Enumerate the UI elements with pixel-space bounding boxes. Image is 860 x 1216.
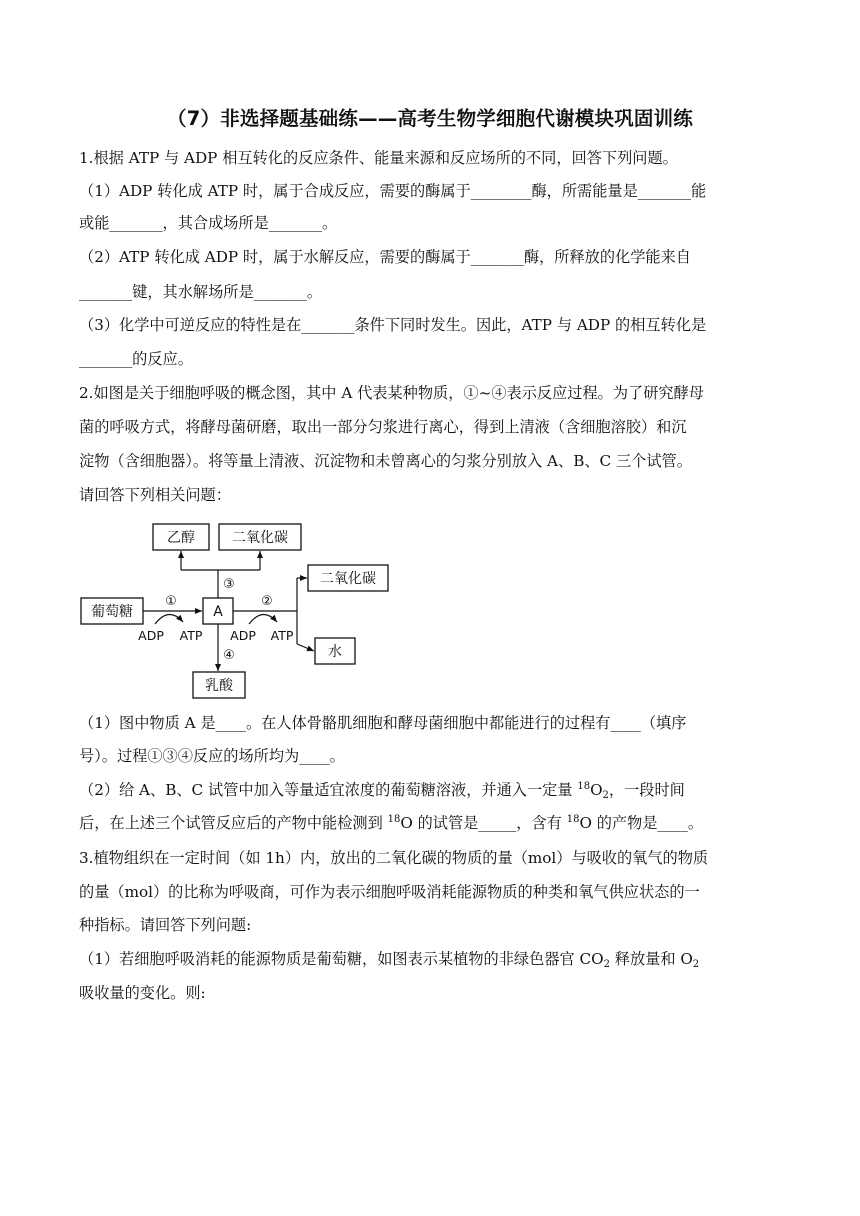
q2-stem-line2: 菌的呼吸方式，将酵母菌研磨，取出一部分匀浆进行离心，得到上清液（含细胞溶胶）和沉 [79, 418, 687, 436]
q1-stem: 1.根据 ATP 与 ADP 相互转化的反应条件、能量来源和反应场所的不同，回答下列问题。 [79, 149, 678, 167]
respiration-concept-diagram [79, 518, 399, 702]
glucose-label: 葡萄糖 [91, 604, 133, 620]
lactic-acid-label: 乳酸 [205, 678, 233, 694]
q2-stem-line4: 请回答下列相关问题： [79, 486, 231, 504]
q1-part2-line2: _______键，其水解场所是_______。 [79, 283, 322, 301]
q2-part2-line2: 后，在上述三个试管反应后的产物中能检测到 $^{18}$O 的试管是_____，含有 $^{18}$O 的产物是____。 [79, 814, 704, 832]
q1-part1-line1: （1）ADP 转化成 ATP 时，属于合成反应，需要的酶属于________酶，所需能量是_______能 [79, 182, 707, 200]
substance-a-label: A [213, 604, 223, 620]
q1-part1-line2: 或能_______，其合成场所是_______。 [79, 214, 338, 232]
atp-label-1: ATP [179, 628, 203, 643]
water-label: 水 [328, 644, 342, 660]
q3-stem-line3: 种指标。请回答下列问题: [79, 916, 252, 934]
co2-right-label: 二氧化碳 [320, 571, 376, 587]
q2-stem-line1: 2.如图是关于细胞呼吸的概念图，其中 A 代表某种物质，①~④表示反应过程。为了研究酵母 [79, 384, 704, 402]
q1-part2-line1: （2）ATP 转化成 ADP 时，属于水解反应，需要的酶属于_______酶，所释放的化学能来自 [79, 248, 691, 266]
q3-part1-line1: （1）若细胞呼吸消耗的能源物质是葡萄糖，如图表示某植物的非绿色器官 $CO_2$ 释放量和 $O_2$ [79, 950, 700, 970]
co2-top-label: 二氧化碳 [232, 530, 288, 546]
step4-label: ④ [223, 648, 235, 663]
atp-label-2: ATP [270, 628, 294, 643]
q2-part2-line1: （2）给 A、B、C 试管中加入等量适宜浓度的葡萄糖溶液，并通入一定量 $^{18}O_2$，一段时间 [79, 781, 685, 801]
arrow-to-water [297, 644, 314, 651]
adp-label-2: ADP [230, 628, 256, 643]
step1-label: ① [165, 594, 177, 609]
q2-part1-line2: 号）。过程①③④反应的场所均为____。 [79, 747, 345, 765]
adp-atp-curve-1 [155, 614, 183, 624]
q2-stem-line3: 淀物（含细胞器）。将等量上清液、沉淀物和未曾离心的匀浆分别放入 A、B、C 三个试管。 [79, 452, 692, 470]
adp-atp-curve-2 [249, 614, 277, 624]
q1-part3-line2: _______的反应。 [79, 350, 193, 368]
adp-label-1: ADP [138, 628, 164, 643]
q3-stem-line2: 的量（mol）的比称为呼吸商，可作为表示细胞呼吸消耗能源物质的种类和氧气供应状态的一 [79, 883, 700, 901]
q2-part1-line1: （1）图中物质 A 是____。在人体骨骼肌细胞和酵母菌细胞中都能进行的过程有____（填序 [79, 714, 687, 732]
q1-part3-line1: （3）化学中可逆反应的特性是在_______条件下同时发生。因此，ATP 与 ADP 的相互转化是 [79, 316, 707, 334]
q3-stem-line1: 3.植物组织在一定时间（如 1h）内，放出的二氧化碳的物质的量（mol）与吸收的氧气的物质 [79, 849, 709, 867]
step3-label: ③ [223, 577, 235, 592]
q3-part1-line2: 吸收量的变化。则: [79, 984, 206, 1002]
ethanol-label: 乙醇 [167, 530, 195, 546]
page-title: （7）非选择题基础练——高考生物学细胞代谢模块巩固训练 [167, 107, 693, 130]
step2-label: ② [261, 594, 273, 609]
